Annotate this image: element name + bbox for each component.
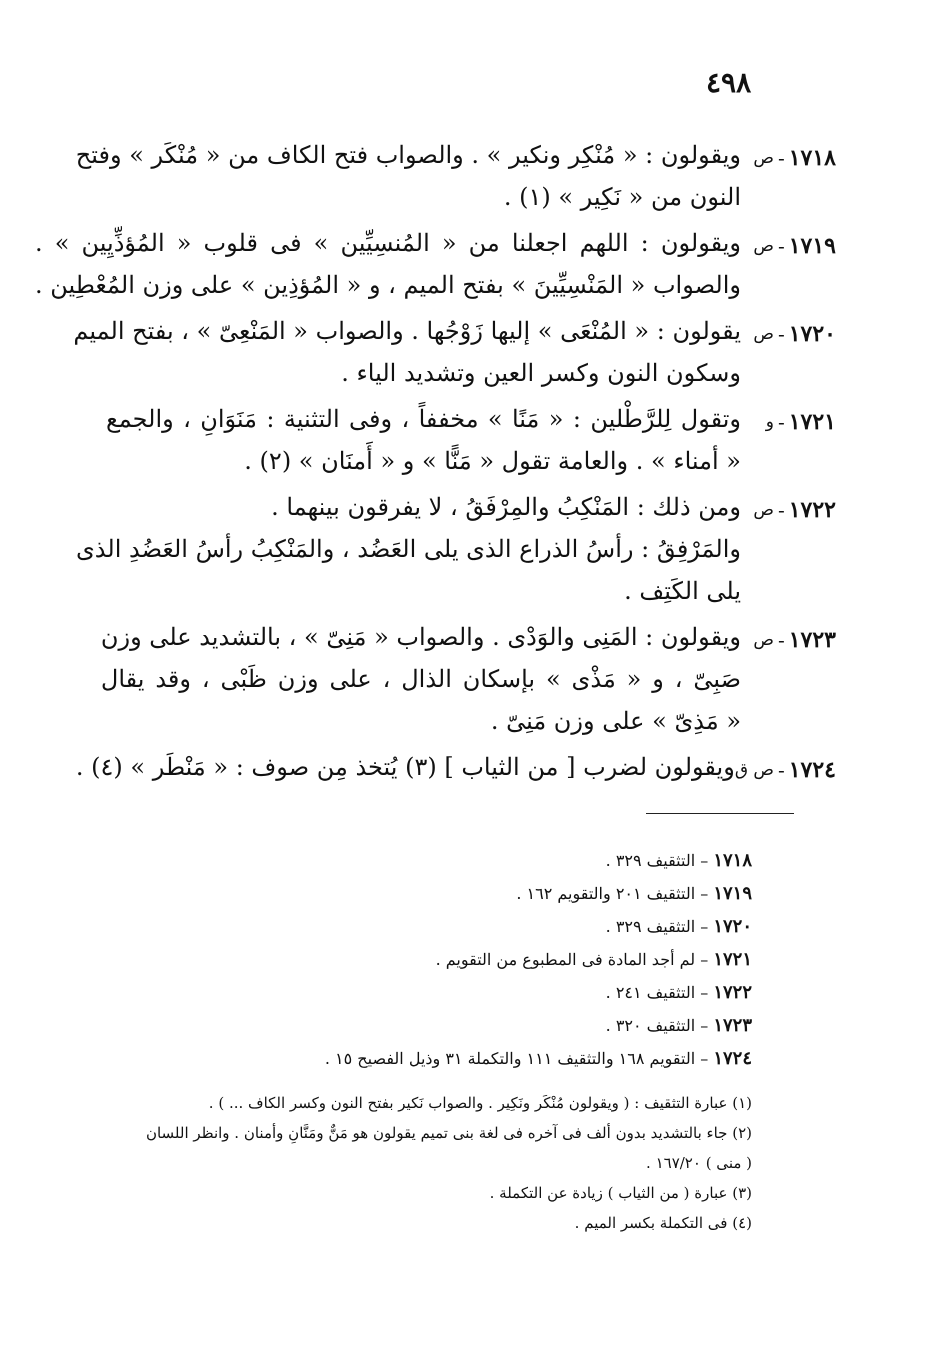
entry-dash: - [777, 146, 785, 170]
entry-line: ويقولون : المَنِى والوَدْى . والصواب « مَنِىّ » ، بالتشديد على وزن [100, 623, 741, 651]
entry-number: ١٧٢٢ [788, 497, 836, 523]
entry-1720 [73, 310, 836, 394]
entry-dash: - [777, 322, 785, 346]
entry-line: يقولون : « المُنْعَى » إليها زَوْجُها . والصواب « المَنْعِىّ » ، بفتح الميم [73, 317, 741, 345]
entry-line: ويقولون لضرب [ من الثياب ] (٣) يُتخذ مِن صوف : « مَنْطَر » (٤) . [75, 753, 735, 781]
reference-number: ١٧٢٤ [713, 1048, 752, 1069]
entry-meta [741, 486, 836, 612]
reference-number: ١٧٢١ [713, 949, 752, 970]
reference-text: – التثقيف ٢٠١ والتقويم ١٦٢ . [516, 884, 709, 903]
reference-number: ١٧١٩ [713, 883, 752, 904]
reference-number: ١٧١٨ [713, 850, 752, 871]
entry-source-code: ص ق [734, 760, 774, 780]
reference-text: – التثقيف ٣٢٩ . [605, 851, 709, 870]
entry-1722 [76, 486, 836, 612]
entry-source-code: و [765, 412, 774, 432]
reference-item [92, 1042, 752, 1075]
reference-text: – التثقيف ٣٢٩ . [605, 917, 709, 936]
entry-line: يلى الكَتِف . [624, 577, 741, 605]
entry-number: ١٧٢٤ [788, 757, 836, 783]
footnote: (٣) عبارة ( من الثياب ) زيادة عن التكملة . [489, 1184, 752, 1202]
page-number: ٤٩٨ [706, 66, 752, 99]
entry-line: ومن ذلك : المَنْكِبُ والمِرْفَقُ ، لا يفرقون بينهما . [271, 493, 741, 521]
reference-text: – التثقيف ٣٢٠ . [605, 1016, 709, 1035]
entry-source-code: ص [753, 236, 774, 256]
entry-number: ١٧١٨ [788, 145, 836, 171]
entries-list [34, 134, 836, 798]
entry-line: ويقولون : اللهم اجعلنا من « المُنسِيِّين » فى قلوب « المُؤذِّيِين » . [34, 229, 741, 257]
entry-line: صَبِىّ ، و « مَذْى » بإسكان الذال ، على وزن ظَبْى ، وقد يقال [100, 665, 741, 693]
entry-dash: - [777, 758, 785, 782]
source-references [92, 844, 752, 1075]
entry-1718 [75, 134, 836, 218]
reference-text: – التثقيف ٢٤١ . [605, 983, 709, 1002]
entry-dash: - [777, 410, 785, 434]
entry-meta [741, 134, 836, 218]
reference-number: ١٧٢٠ [713, 916, 752, 937]
entry-source-code: ص [753, 148, 774, 168]
entry-source-code: ص [753, 500, 774, 520]
entry-line: ويقولون : « مُنْكِر ونكير » . والصواب فتح الكاف من « مُنْكَر » وفتح [75, 141, 741, 169]
entry-number: ١٧٢٠ [788, 321, 836, 347]
reference-item [92, 943, 752, 976]
reference-number: ١٧٢٣ [713, 1015, 752, 1036]
entry-meta [741, 222, 836, 306]
entry-1719 [34, 222, 836, 306]
entry-number: ١٧٢٣ [788, 627, 836, 653]
entry-line: وتقول لِلرَّطْلين : « مَنًا » مخففاً ، وفى التثنية : مَنَوَانِ ، والجمع [106, 405, 741, 433]
entry-1724 [75, 746, 836, 794]
entry-meta [741, 310, 836, 394]
entry-1721 [106, 398, 836, 482]
entry-dash: - [777, 498, 785, 522]
entry-1723 [100, 616, 836, 742]
footnote: (١) عبارة التثقيف : ( ويقولون مُنْكَر ونَكِير . والصواب نَكير بفتح النون وكسر الكاف ... ) . [208, 1094, 752, 1112]
entry-line: والصواب « المَنْسِيِّينَ » بفتح الميم ، و « المُؤذِين » على وزن المُعْطِين . [34, 271, 741, 299]
reference-text: – لم أجد المادة فى المطبوع من التقويم . [435, 950, 709, 969]
entry-line: والمَرْفِقُ : رأسُ الذراع الذى يلى العَضُد ، والمَنْكِبُ رأسُ العَضُدِ الذى [76, 535, 741, 563]
reference-text: – التقويم ١٦٨ والتثقيف ١١١ والتكملة ٣١ وذيل الفصيح ١٥ . [324, 1049, 709, 1068]
entry-meta [735, 746, 836, 794]
footnote-continuation: ( منى ) ١٦٧/٢٠ . [646, 1154, 752, 1172]
reference-item [92, 976, 752, 1009]
entry-dash: - [777, 628, 785, 652]
footnotes [92, 1088, 752, 1238]
reference-item [92, 877, 752, 910]
entry-line: النون من « نَكِير » (١) . [503, 183, 741, 211]
entry-number: ١٧١٩ [788, 233, 836, 259]
footnote-divider [646, 813, 794, 814]
reference-number: ١٧٢٢ [713, 982, 752, 1003]
entry-meta [741, 616, 836, 742]
reference-item [92, 844, 752, 877]
entry-source-code: ص [753, 324, 774, 344]
footnote: (٤) فى التكملة بكسر الميم . [574, 1214, 752, 1232]
reference-item [92, 1009, 752, 1042]
entry-source-code: ص [753, 630, 774, 650]
reference-item [92, 910, 752, 943]
entry-line: « مَذِىّ » على وزن مَنِىّ . [490, 707, 741, 735]
entry-number: ١٧٢١ [788, 409, 836, 435]
footnote: (٢) جاء بالتشديد بدون ألف فى آخره فى لغة بنى تميم يقولون هو مَنٌّ ومَنَّانِ وأمنان . وانظر اللسان [145, 1124, 752, 1142]
entry-meta [741, 398, 836, 482]
entry-dash: - [777, 234, 785, 258]
entry-line: وسكون النون وكسر العين وتشديد الياء . [341, 359, 741, 387]
entry-line: « أمناء » . والعامة تقول « مَنًّا » و « أَمنَان » (٢) . [244, 447, 741, 475]
